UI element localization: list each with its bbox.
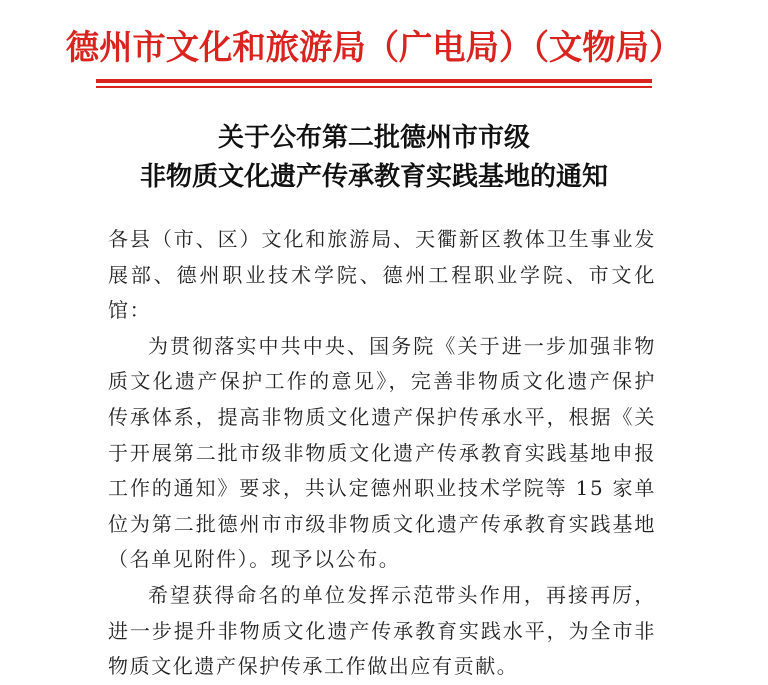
letterhead-rule-thick — [96, 79, 652, 83]
document-title-line2: 非物质文化遗产传承教育实践基地的通知 — [139, 162, 608, 192]
paragraph-1: 为贯彻落实中共中央、国务院《关于进一步加强非物质文化遗产保护工作的意见》，完善非物质文化遗产保护传承体系，提高非物质文化遗产保护传承水平，根据《关于开展第二批市级非物质文化遗产传承教育实践基地申报工作的通知》要求，共认定德州职业技术学院等 15 家单位为第二批德州市市级非物质文化遗产传承教育实践基地（名单见附件）。现予以公布。 — [108, 333, 656, 572]
letterhead-rule-thin — [96, 86, 652, 88]
document-body — [108, 222, 656, 685]
document-title-line1: 关于公布第二批德州市市级 — [217, 123, 530, 153]
salutation: 各县（市、区）文化和旅游局、天衢新区教体卫生事业发展部、德州职业技术学院、德州工程职业学院、市文化馆： — [108, 227, 656, 323]
letterhead-title: 德州市文化和旅游局（广电局）（文物局） — [65, 27, 683, 68]
paragraph-2: 希望获得命名的单位发挥示范带头作用，再接再厉，进一步提升非物质文化遗产传承教育实践水平，为全市非物质文化遗产保护传承工作做出应有贡献。 — [108, 582, 656, 679]
